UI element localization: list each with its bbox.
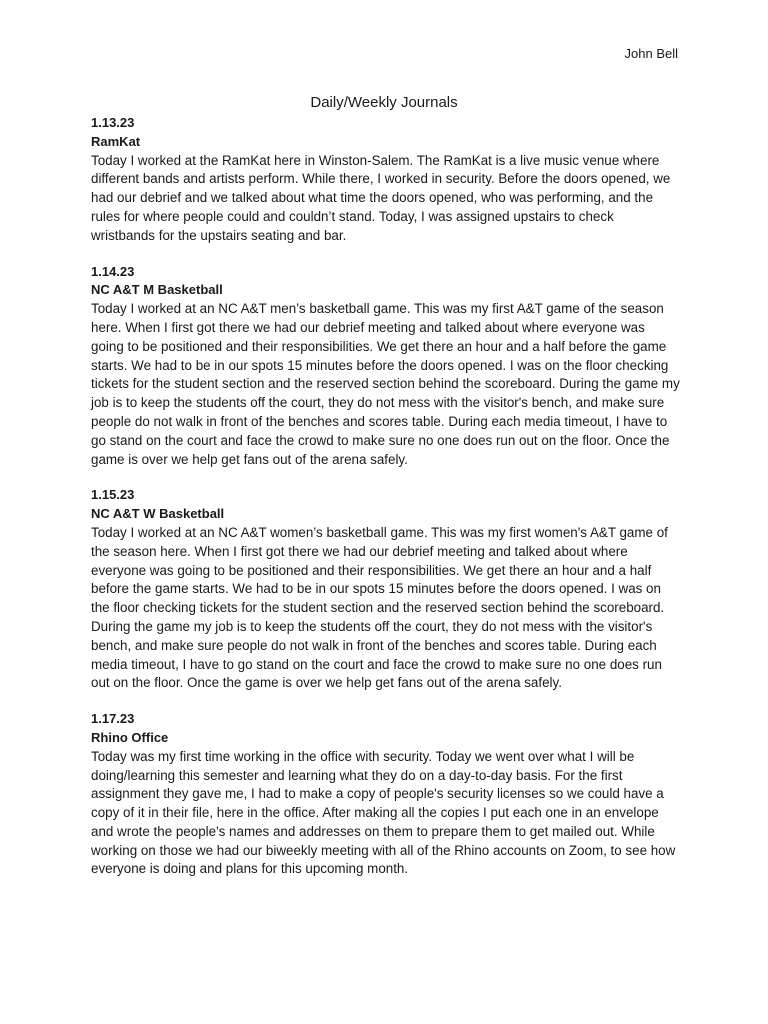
journal-entry [91, 486, 681, 693]
entry-date: 1.14.23 [91, 263, 135, 279]
entry-heading: Rhino Office [91, 729, 169, 745]
entry-date: 1.15.23 [91, 487, 135, 503]
entry-body: Today I worked at an NC A&T women’s basketball game. This was my first women's A&T game of the season here. When I first got there we had our debrief meeting and talked about where everyone was going to be positioned and their responsibilities. We get there an hour and a half before the game starts. We had to be in our spots 15 minutes before the doors opened. I was on the floor checking tickets for the student section and the reserved section behind the scoreboard. During the game my job is to keep the students off the court, they do not mess with the visitor's bench, and make sure people do not walk in front of the benches and scores table. During each media timeout, I have to go stand on the court and face the crowd to make sure no one does run out on the floor. Once the game is over we help get fans out of the arena safely. [91, 524, 668, 691]
entry-heading: NC A&T W Basketball [91, 506, 225, 522]
entry-date: 1.13.23 [91, 115, 135, 130]
entry-body: Today I worked at an NC A&T men’s basketball game. This was my first A&T game of the season here. When I first got there we had our debrief meeting and talked about where everyone was going to be positioned and their responsibilities. We get there an hour and a half before the game starts. We had to be in our spots 15 minutes before the doors opened. I was on the floor checking tickets for the student section and the reserved section behind the scoreboard. During the game my job is to keep the students off the court, they do not mess with the visitor's bench, and make sure people do not walk in front of the benches and scores table. During each media timeout, I have to go stand on the court and face the crowd to make sure no one does run out on the floor. Once the game is over we help get fans out of the arena safely. [91, 301, 680, 467]
journal-entry [91, 710, 681, 879]
entry-heading: RamKat [91, 133, 141, 149]
page-title: Daily/Weekly Journals [310, 94, 458, 111]
journal-entry [91, 263, 681, 470]
entry-body: Today I worked at the RamKat here in Winston-Salem. The RamKat is a live music venue where different bands and artists perform. While there, I worked in security. Before the doors opened, we had our debrief and we talked about what time the doors opened, who was performing, and the rules for where people could and couldn’t stand. Today, I was assigned upstairs to check wristbands for the upstairs seating and bar. [91, 152, 671, 243]
journal-entries [91, 114, 681, 896]
entry-date: 1.17.23 [91, 711, 135, 727]
entry-heading: NC A&T M Basketball [91, 282, 223, 298]
entry-body: Today was my first time working in the office with security. Today we went over what I will be doing/learning this semester and learning what they do on a day-to-day basis. For the first assignment they gave me, I had to make a copy of people's security licenses so we could have a copy of it in their file, here in the office. After making all the copies I put each one in an envelope and wrote the people's names and addresses on them to prepare them to get mailed out. While working on those we had our biweekly meeting with all of the Rhino accounts on Zoom, to see how everyone is doing and plans for this upcoming month. [91, 748, 676, 877]
journal-entry [91, 114, 681, 246]
author-name: John Bell [624, 46, 678, 61]
